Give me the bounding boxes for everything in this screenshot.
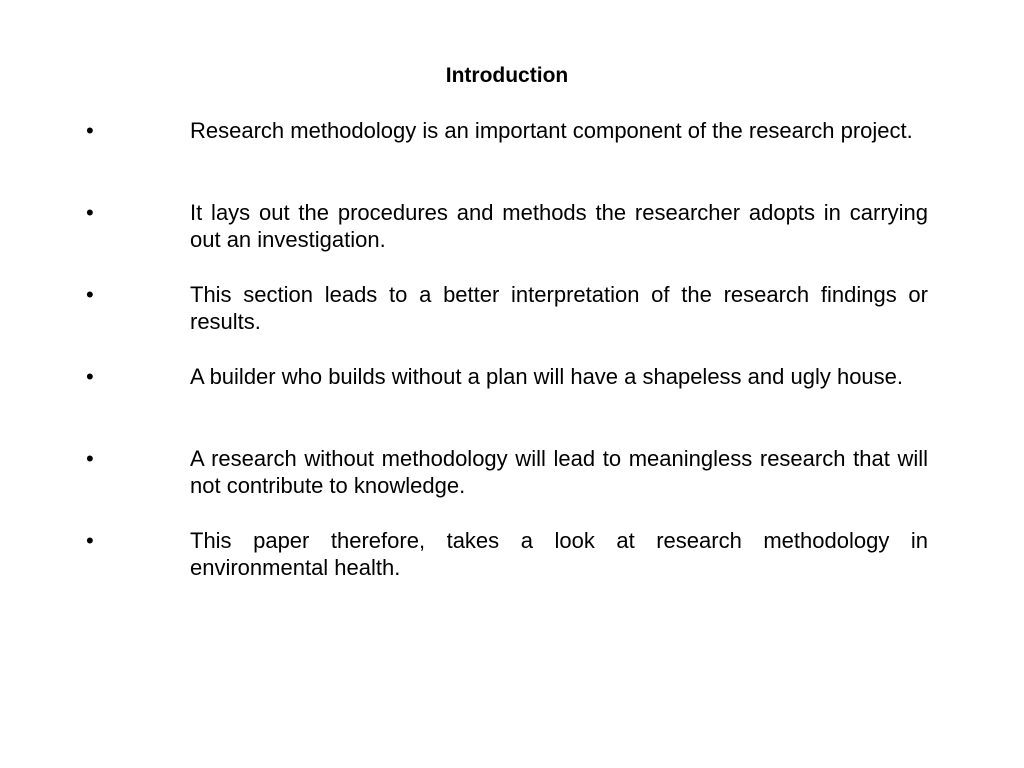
bullet-mark: •	[86, 118, 94, 143]
bullet-item	[0, 527, 1024, 582]
bullet-text: This section leads to a better interpretation of the research findings or results.	[190, 282, 928, 334]
bullet-mark: •	[86, 364, 94, 389]
bullet-item	[0, 117, 1024, 172]
bullet-item	[0, 199, 1024, 254]
bullet-text: Research methodology is an important component of the research project.	[190, 118, 913, 143]
bullet-mark: •	[86, 446, 94, 471]
bullet-text: A research without methodology will lead to meaningless research that will not contribute to knowledge.	[190, 446, 928, 498]
bullet-mark: •	[86, 282, 94, 307]
bullet-item	[0, 445, 1024, 500]
bullet-item	[0, 281, 1024, 336]
bullet-text: This paper therefore, takes a look at research methodology in environmental health.	[190, 528, 928, 580]
bullet-item	[0, 363, 1024, 418]
slide-title: Introduction	[445, 64, 569, 87]
bullet-text: A builder who builds without a plan will have a shapeless and ugly house.	[190, 364, 904, 389]
bullet-list	[0, 117, 1024, 609]
bullet-text: It lays out the procedures and methods the researcher adopts in carrying out an investigation.	[190, 200, 928, 252]
bullet-mark: •	[86, 200, 94, 225]
bullet-mark: •	[86, 528, 94, 553]
